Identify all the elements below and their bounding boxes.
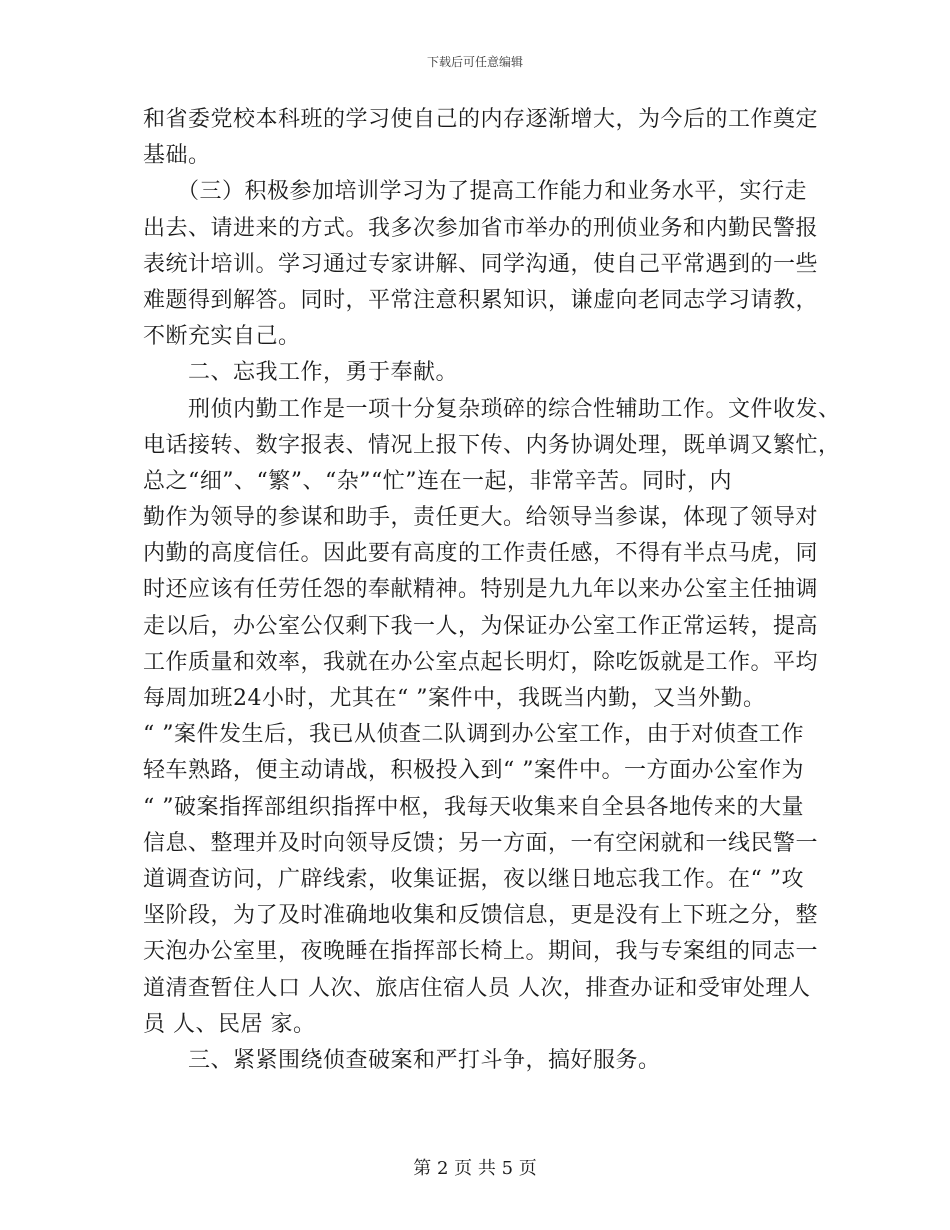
text-line: 员 人、民居 家。	[143, 1011, 316, 1037]
section-heading: 三、紧紧围绕侦查破案和严打斗争，搞好服务。	[143, 1047, 661, 1073]
text-line: 难题得到解答。同时，平常注意积累知识，谦虚向老同志学习请教，	[143, 287, 819, 313]
text-line: 轻车熟路，便主动请战，积极投入到“ ”案件中。一方面办公室作为	[143, 758, 804, 784]
text-line: 出去、请进来的方式。我多次参加省市举办的刑侦业务和内勤民警报	[143, 215, 819, 241]
text-line: “ ”案件发生后，我已从侦查二队调到办公室工作，由于对侦查工作	[143, 722, 804, 748]
text-line: 道调查访问，广辟线索，收集证据，夜以继日地忘我工作。在“ ”攻	[143, 866, 804, 892]
page-header-note: 下载后可任意编辑	[426, 55, 523, 69]
text-line: 道清查暂住人口 人次、旅店住宿人员 人次，排查办证和受审处理人	[143, 975, 811, 1001]
text-line: 走以后，办公室公仅剩下我一人，为保证办公室工作正常运转，提高	[143, 613, 819, 639]
text-line: 不断充实自己。	[143, 324, 301, 350]
text-line: 每周加班24小时，尤其在“ ”案件中，我既当内勤，又当外勤。	[143, 686, 766, 711]
text-line: 和省委党校本科班的学习使自己的内存逐渐增大，为今后的工作奠定	[143, 107, 819, 132]
text-line: 时还应该有任劳任怨的奉献精神。特别是九九年以来办公室主任抽调	[143, 577, 819, 603]
text-line: 刑侦内勤工作是一项十分复杂琐碎的综合性辅助工作。文件收发、	[143, 396, 841, 422]
text-line: 工作质量和效率，我就在办公室点起长明灯，除吃饭就是工作。平均	[143, 649, 819, 675]
text-line: 总之“细”、“繁”、“杂”“忙”连在一起，非常辛苦。同时，内	[143, 468, 732, 494]
text-line: 勤作为领导的参谋和助手，责任更大。给领导当参谋，体现了领导对	[143, 505, 819, 531]
text-line: 坚阶段，为了及时准确地收集和反馈信息，更是没有上下班之分，整	[143, 903, 819, 929]
text-line: （三）积极参加培训学习为了提高工作能力和业务水平，实行走	[143, 179, 808, 205]
text-line: 表统计培训。学习通过专家讲解、同学沟通，使自己平常遇到的一些	[143, 251, 819, 277]
page-number-footer: 第 2 页 共 5 页	[413, 1158, 537, 1179]
text-line: 基础。	[143, 143, 211, 169]
text-line: 电话接转、数字报表、情况上报下传、内务协调处理，既单调又繁忙，	[143, 432, 841, 458]
text-line: 信息、整理并及时向领导反馈；另一方面，一有空闲就和一线民警一	[143, 830, 819, 856]
text-line: 天泡办公室里，夜晚睡在指挥部长椅上。期间，我与专案组的同志一	[143, 939, 819, 965]
document-body	[143, 102, 841, 1079]
section-heading: 二、忘我工作，勇于奉献。	[143, 360, 459, 386]
text-line: 内勤的高度信任。因此要有高度的工作责任感，不得有半点马虎，同	[143, 541, 819, 567]
text-line: “ ”破案指挥部组织指挥中枢，我每天收集来自全县各地传来的大量	[143, 794, 804, 820]
